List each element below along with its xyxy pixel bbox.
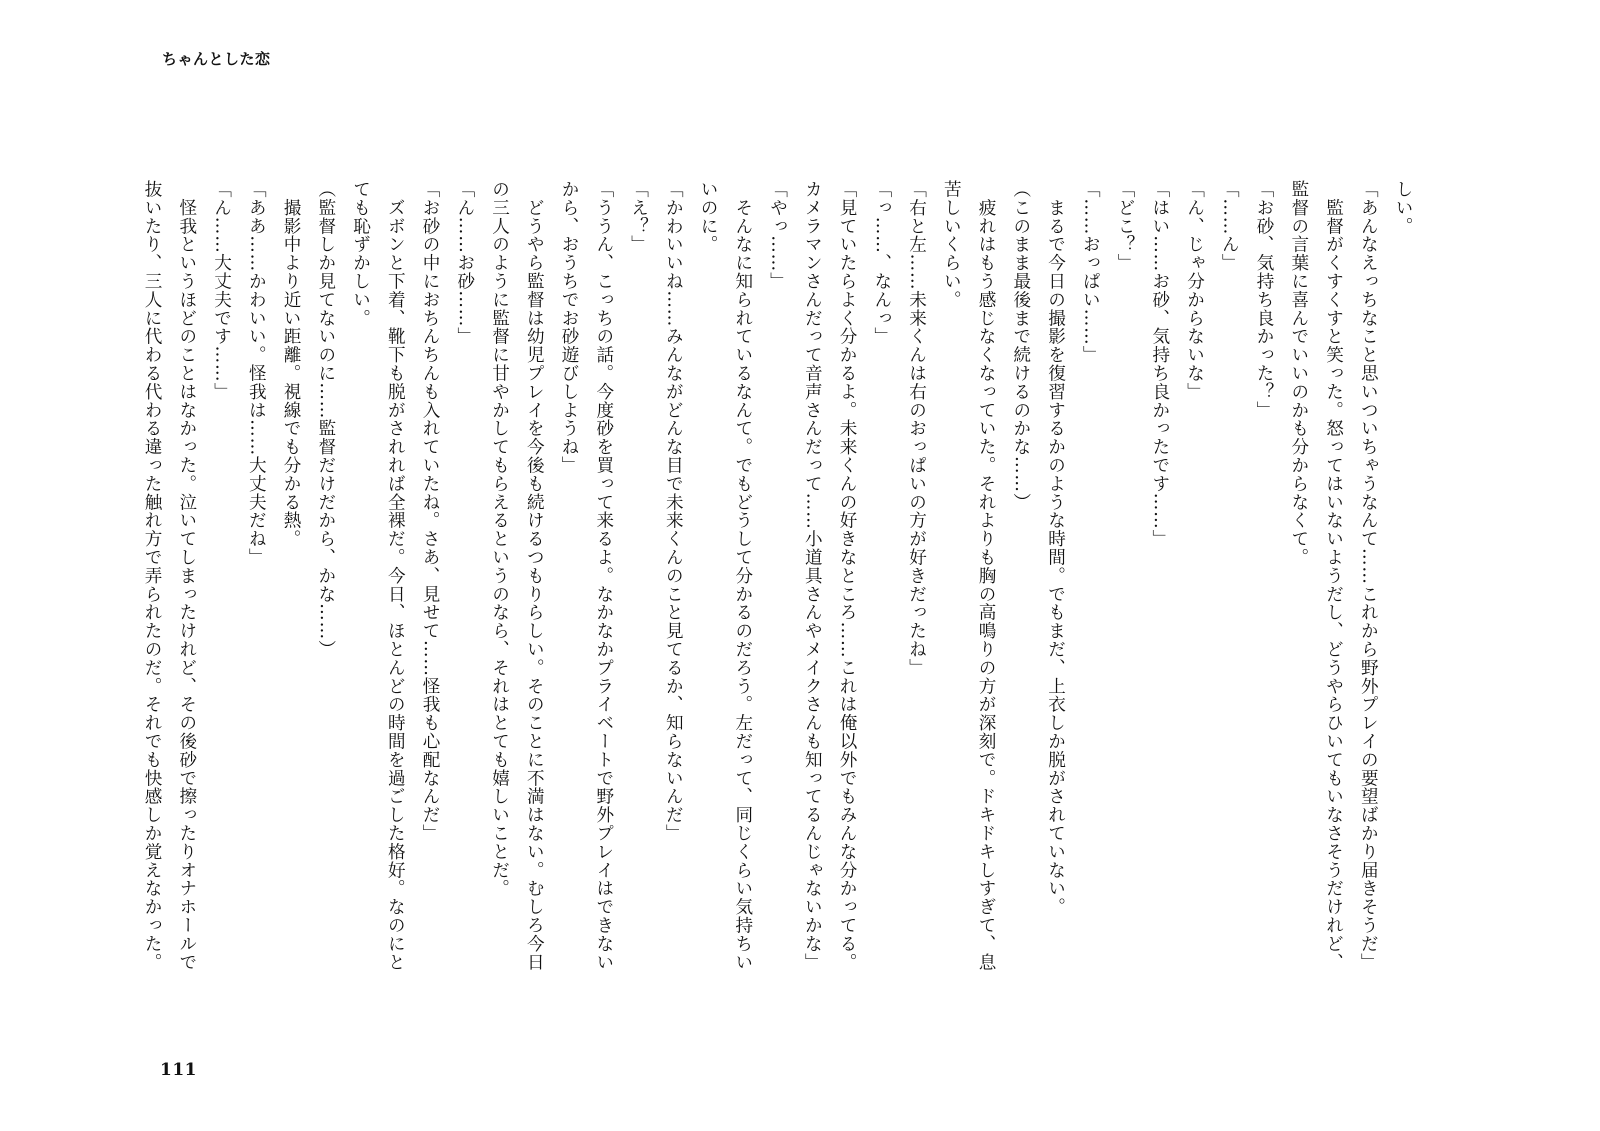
paragraph-16: 「やっ……」 bbox=[767, 180, 788, 291]
paragraph-27: 「ああ……かわいい。怪我は……大丈夫だね」 bbox=[246, 180, 267, 567]
paragraph-23: 「お砂の中におちんちんも入れていたね。さあ、見せて……怪我も心配なんだ」 bbox=[420, 180, 440, 843]
paragraph-13: 「右と左……未来くんは右のおっぱいの方が好きだったね」 bbox=[906, 180, 927, 677]
paragraph-29: 怪我というほどのことはなかった。泣いてしまったけれど、その後砂で擦ったりオナホールで抜いたり、三人に代わる代わる違った触れ方で弄られたのだ。それでも快感しか覚えなかった。 bbox=[142, 180, 197, 972]
paragraph-08: 「どこ？」 bbox=[1115, 180, 1135, 272]
paragraph-21: どうやら監督は幼児プレイを今後も続けるつもりらしい。そのことに不満はない。むしろ今日の三人のように監督に甘やかしてもらえるというのなら、それはとても嬉しいことだ。 bbox=[489, 180, 545, 972]
page-number: 111 bbox=[160, 1060, 197, 1080]
paragraph-12: 疲れはもう感じなくなっていた。それよりも胸の高鳴りの方が深刻で。ドキドキしすぎて、息苦しいくらい。 bbox=[941, 180, 996, 972]
paragraph-19: 「え？」 bbox=[628, 180, 649, 254]
paragraph-14: 「っ……、なんっ」 bbox=[871, 180, 892, 346]
paragraph-28: 「ん……大丈夫です……」 bbox=[211, 180, 232, 401]
paragraph-15: 「見ていたらよく分かるよ。未来くんの好きなところ……これは俺以外でもみんな分かってる。カメラマンさんだって音声さんだって……小道具さんやメイクさんも知ってるんじゃないかな」 bbox=[802, 180, 857, 972]
running-head: ちゃんとした恋 bbox=[162, 50, 271, 68]
paragraph-06: 「ん、じゃ分からないな」 bbox=[1184, 180, 1205, 401]
paragraph-24: ズボンと下着、靴下も脱がされれば全裸だ。今日、ほとんどの時間を過ごした格好。なのにとても恥ずかしい。 bbox=[350, 180, 406, 972]
paragraph-17: そんなに知られているなんて。でもどうして分かるのだろう。左だって、同じくらい気持ちいいのに。 bbox=[698, 180, 753, 972]
paragraph-11: （このまま最後まで続けるのかな……） bbox=[1010, 180, 1031, 512]
paragraph-03: 監督がくすくすと笑った。怒ってはいないようだし、どうやらひいてもいなさそうだけれど、監督の言葉に喜んでいいのかも分からなくて。 bbox=[1288, 180, 1344, 972]
paragraph-20: 「ううん、こっちの話。今度砂を買って来るよ。なかなかプライベートで野外プレイはできないから、おうちでお砂遊びしようね」 bbox=[559, 180, 614, 972]
paragraph-05: 「……ん」 bbox=[1219, 180, 1240, 272]
vertical-body-text bbox=[142, 180, 1420, 980]
paragraph-10: まるで今日の撮影を復習するかのような時間。でもまだ、上衣しか脱がされていない。 bbox=[1045, 180, 1066, 916]
paragraph-25: （監督しか見てないのに……監督だけだから、かな……） bbox=[315, 180, 336, 659]
paragraph-04: 「お砂、気持ち良かった？」 bbox=[1254, 180, 1274, 420]
paragraph-07: 「はい……お砂、気持ち良かったです……」 bbox=[1149, 180, 1170, 548]
paragraph-09: 「……おっぱい……」 bbox=[1080, 180, 1101, 364]
paragraph-01: しい。 bbox=[1393, 180, 1413, 236]
paragraph-02: 「あんなえっちなこと思いついちゃうなんて……これから野外プレイの要望ばかり届きそうだ」 bbox=[1358, 180, 1379, 972]
paragraph-26: 撮影中より近い距離。視線でも分かる熱。 bbox=[281, 180, 301, 548]
paragraph-22: 「ん……お砂……」 bbox=[454, 180, 475, 346]
paragraph-18: 「かわいいね……みんながどんな目で未来くんのこと見てるか、知らないんだ」 bbox=[663, 180, 684, 843]
